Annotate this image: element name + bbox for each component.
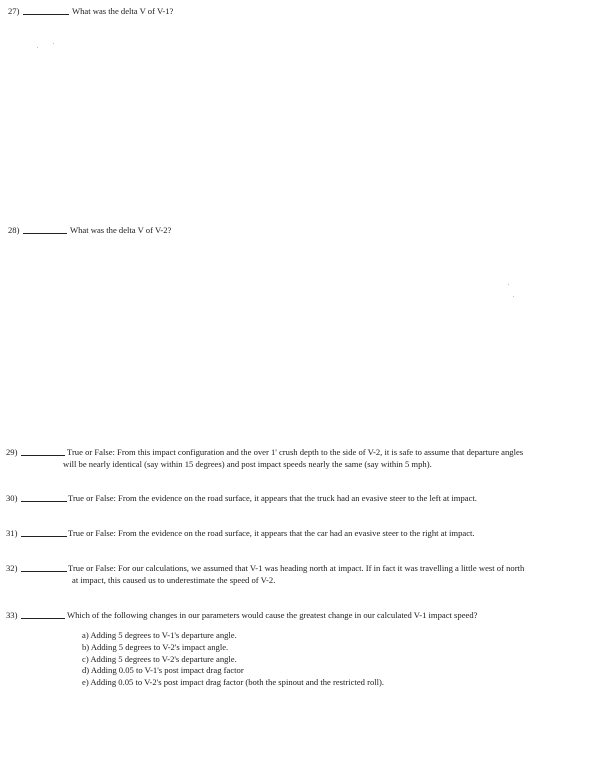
answer-blank[interactable] <box>23 14 69 15</box>
choice-c[interactable]: c) Adding 5 degrees to V-2's departure angle. <box>82 653 237 664</box>
choice-e[interactable]: e) Adding 0.05 to V-2's post impact drag factor (both the spinout and the restricted roll). <box>82 677 385 688</box>
question-number: 32) <box>6 563 18 573</box>
question-number: 30) <box>6 493 18 503</box>
answer-blank[interactable] <box>21 618 65 619</box>
question-text: True or False: From the evidence on the road surface, it appears that the truck had an evasive steer to the left at impact. <box>68 493 477 503</box>
question-number: 28) <box>8 225 20 235</box>
question-number: 27) <box>8 6 20 16</box>
question-text: What was the delta V of V-1? <box>72 6 174 16</box>
question-text: True or False: From the evidence on the road surface, it appears that the car had an evasive steer to the right at impact. <box>68 528 475 538</box>
choice-b[interactable]: b) Adding 5 degrees to V-2's impact angle. <box>82 641 229 652</box>
answer-blank[interactable] <box>21 455 65 456</box>
question-text-continuation: at impact, this caused us to underestimate the speed of V-2. <box>72 575 276 585</box>
answer-blank[interactable] <box>21 571 67 572</box>
answer-blank[interactable] <box>21 536 67 537</box>
question-number: 31) <box>6 528 18 538</box>
question-text: True or False: For our calculations, we assumed that V-1 was heading north at impact. If in fact it was travelling a little west of north <box>68 563 525 573</box>
scan-speck <box>508 284 509 285</box>
answer-choices <box>82 630 384 689</box>
scan-speck <box>513 296 514 297</box>
answer-blank[interactable] <box>23 233 67 234</box>
choice-d[interactable]: d) Adding 0.05 to V-1's post impact drag factor <box>82 665 244 676</box>
choice-a[interactable]: a) Adding 5 degrees to V-1's departure angle. <box>82 630 237 640</box>
question-text: Which of the following changes in our parameters would cause the greatest change in our calculated V-1 impact speed? <box>67 610 478 620</box>
scan-speck <box>53 43 54 44</box>
question-text-continuation: will be nearly identical (say within 15 degrees) and post impact speeds nearly the same (say within 5 mph). <box>63 459 432 469</box>
question-number: 29) <box>6 447 18 457</box>
scan-speck <box>37 47 38 48</box>
question-number: 33) <box>6 610 18 620</box>
question-text: What was the delta V of V-2? <box>70 225 172 235</box>
answer-blank[interactable] <box>21 501 67 502</box>
question-text: True or False: From this impact configuration and the over 1' crush depth to the side of V-2, it is safe to assume that departure angles <box>67 447 524 457</box>
